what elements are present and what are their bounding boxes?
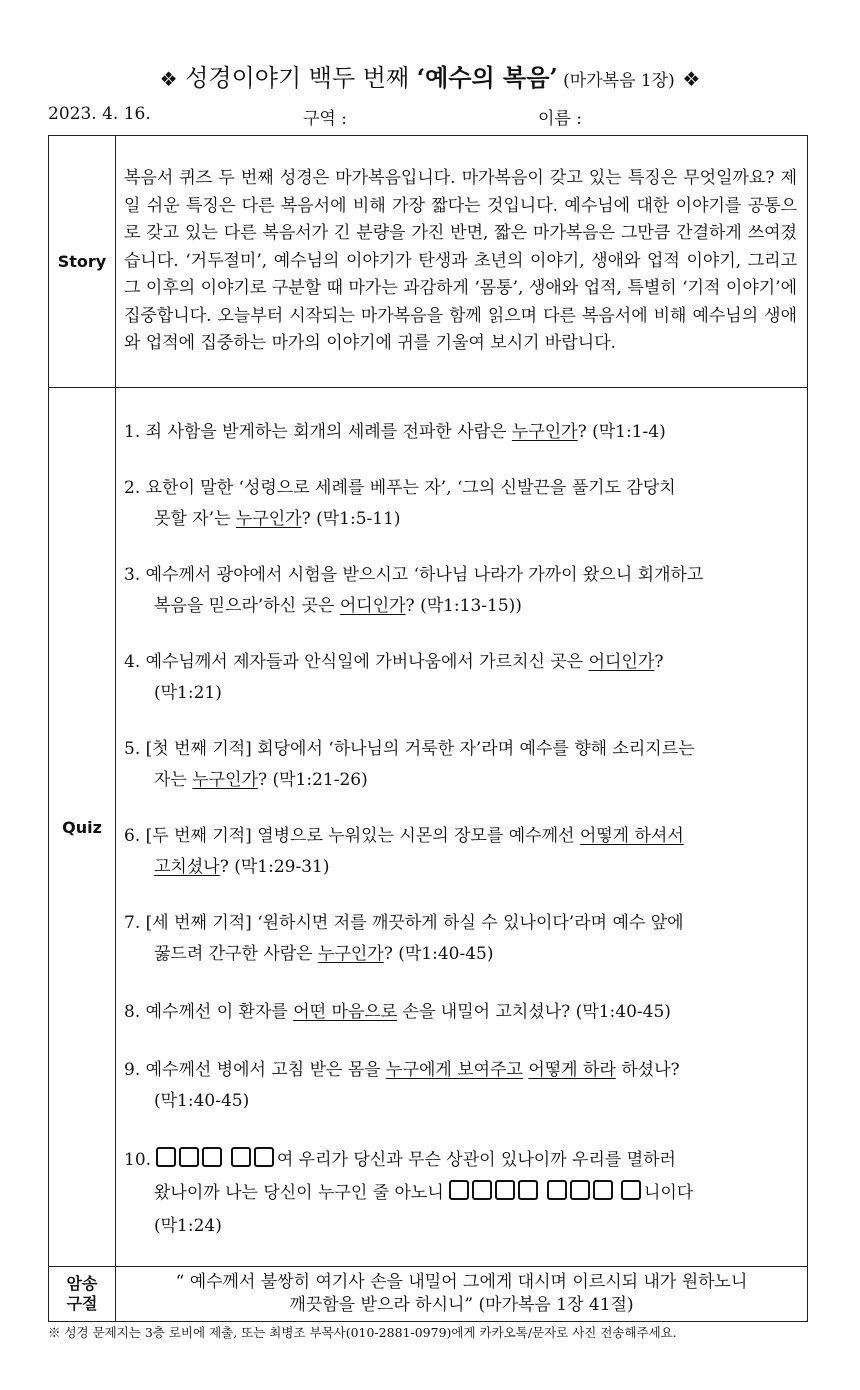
quiz-question-3 <box>124 560 799 622</box>
q9-ref: (막1:40-45) <box>154 1091 250 1111</box>
blank-box[interactable] <box>495 1180 515 1200</box>
q7-underline: 누구인가 <box>318 944 384 964</box>
q2-line1: 2. 요한이 말한 ‘성령으로 세례를 베푸는 자’, ‘그의 신발끈을 풀기도 감당치 <box>124 478 676 498</box>
blank-box[interactable] <box>472 1180 492 1200</box>
quiz-question-10 <box>124 1144 799 1243</box>
diamond-right-icon: ❖ <box>682 67 701 91</box>
verse-line1: “ 예수께서 불쌍히 여기사 손을 내밀어 그에게 대시며 이르시되 내가 원하노니 <box>175 1272 748 1292</box>
blank-box[interactable] <box>593 1180 613 1200</box>
q6-line2 <box>124 852 799 883</box>
district-label: 구역 : <box>303 109 347 129</box>
quiz-question-7 <box>124 908 799 970</box>
verse-label-line2: 구절 <box>66 1294 98 1313</box>
diamond-left-icon: ❖ <box>159 67 178 91</box>
q8-text: 8. 예수께선 이 환자를 <box>124 1002 294 1022</box>
q10-ref: (막1:24) <box>154 1216 222 1236</box>
q1-ref: ? (막1:1-4) <box>577 422 666 442</box>
q8-underline: 어떤 마음으로 <box>293 1002 398 1022</box>
q5-text: 자는 <box>154 770 193 790</box>
quiz-question-4 <box>124 647 799 709</box>
blank-box[interactable] <box>621 1180 641 1200</box>
q6-line1 <box>124 821 799 852</box>
verse-label <box>49 1267 116 1322</box>
quiz-question-8 <box>124 997 799 1028</box>
q10-text-2: 왔나이까 나는 당신이 누구인 줄 아노니 <box>154 1183 450 1203</box>
q9-underline-2: 어떻게 하라 <box>528 1060 616 1080</box>
q3-line1: 3. 예수께서 광야에서 시험을 받으시고 ‘하나님 나라가 가까이 왔으니 회개하고 <box>124 565 704 585</box>
q4-text: 4. 예수님께서 제자들과 안식일에 가버나움에서 가르치신 곳은 <box>124 652 589 672</box>
meta-row <box>48 104 808 128</box>
q5-underline: 누구인가 <box>192 770 258 790</box>
blank-box[interactable] <box>547 1180 567 1200</box>
q1-underline: 누구인가 <box>511 422 578 442</box>
footnote: ※ 성경 문제지는 3층 로비에 제출, 또는 최병조 부목사(010-2881-0979)에게 카카오톡/문자로 사진 전송해주세요. <box>48 1325 677 1340</box>
date-text: 2023. 4. 16. <box>48 104 151 124</box>
blank-box[interactable] <box>570 1180 590 1200</box>
q4-mark: ? <box>654 652 664 672</box>
q10-text-3: 니이다 <box>644 1183 694 1203</box>
q5-ref: ? (막1:21-26) <box>257 770 368 790</box>
q2-line2 <box>124 504 799 535</box>
q9-text-end: 하셨나? <box>615 1060 680 1080</box>
quiz-question-9 <box>124 1055 799 1117</box>
q5-line2 <box>124 765 799 796</box>
q2-ref: ? (막1:5-11) <box>301 509 401 529</box>
story-text: 복음서 퀴즈 두 번째 성경은 마가복음입니다. 마가복음이 갖고 있는 특징은 무엇일까요? 제일 쉬운 특징은 다른 복음서에 비해 가장 짧다는 것입니다. 예수님에 대한 이야기를 공통으로 갖고 있는 다른 복음서가 긴 분량을 가진 반면, 짧은 마가복음은 그만큼 간결하게 쓰여졌습니다. ‘거두절미’, 예수님의 이야기가 탄생과 초년의 이야기, 생애와 업적 이야기, 그리고 그 이후의 이야기로 구분할 때 마가는 과감하게 ‘몸통’, 생애와 업적, 특별히 ‘기적 이야기’에 집중합니다. 오늘부터 시작되는 마가복음을 함께 읽으며 다른 복음서에 비해 예수님의 생애와 업적에 집중하는 마가의 이야기에 귀를 기울여 보시기 바랍니다. <box>116 136 808 388</box>
quiz-label: Quiz <box>49 388 116 1267</box>
quiz-row <box>49 388 808 1267</box>
story-row <box>49 136 808 388</box>
quiz-question-2 <box>124 473 799 535</box>
q3-ref: ? (막1:13-15)) <box>405 596 522 616</box>
q7-text: 꿇드려 간구한 사람은 <box>154 944 319 964</box>
quiz-question-6 <box>124 821 799 883</box>
verse-line2: 깨끗함을 받으라 하시니” (마가복음 1장 41절) <box>289 1295 634 1315</box>
q1-text: 1. 죄 사함을 받게하는 회개의 세례를 전파한 사람은 <box>124 422 512 442</box>
q7-ref: ? (막1:40-45) <box>383 944 494 964</box>
worksheet-table <box>48 135 808 1322</box>
q3-text: 복음을 믿으라’하신 곳은 <box>154 596 340 616</box>
blank-box[interactable] <box>231 1147 251 1167</box>
quiz-cell <box>116 388 808 1267</box>
q4-underline: 어디인가 <box>588 652 655 672</box>
verse-label-line1: 암송 <box>66 1274 98 1293</box>
q9-line1 <box>124 1055 799 1086</box>
blank-box[interactable] <box>179 1147 199 1167</box>
q5-line1: 5. [첫 번째 기적] 회당에서 ‘하나님의 거룩한 자’라며 예수를 향해 소리지르는 <box>124 739 695 759</box>
q6-text: 6. [두 번째 기적] 열병으로 누워있는 시몬의 장모를 예수께선 <box>124 826 580 846</box>
q6-underline-2: 고치셨나 <box>154 857 220 877</box>
story-label: Story <box>49 136 116 388</box>
q10-number: 10. <box>124 1150 157 1170</box>
q4-ref: (막1:21) <box>154 683 222 703</box>
title-main: 성경이야기 백두 번째 <box>185 64 417 92</box>
quiz-question-5 <box>124 734 799 796</box>
name-label: 이름 : <box>538 109 582 129</box>
blank-box[interactable] <box>254 1147 274 1167</box>
blank-box[interactable] <box>518 1180 538 1200</box>
title-sub: (마가복음 1장) <box>557 71 675 91</box>
verse-row <box>49 1267 808 1322</box>
q3-underline: 어디인가 <box>339 596 406 616</box>
q2-underline: 누구인가 <box>235 509 302 529</box>
q4-line1 <box>124 647 799 678</box>
blank-box[interactable] <box>449 1180 469 1200</box>
q10-line1 <box>124 1144 799 1177</box>
q6-ref: ? (막1:29-31) <box>219 857 330 877</box>
blank-box[interactable] <box>202 1147 222 1167</box>
q10-line2 <box>124 1177 799 1210</box>
q7-line1: 7. [세 번째 기적] ‘원하시면 저를 깨끗하게 하실 수 있나이다’라며 예수 앞에 <box>124 913 684 933</box>
q9-text: 9. 예수께선 병에서 고침 받은 몸을 <box>124 1060 387 1080</box>
quiz-question-1 <box>124 417 799 448</box>
q6-underline: 어떻게 하셔서 <box>579 826 684 846</box>
q9-underline: 누구에게 보여주고 <box>386 1060 523 1080</box>
title-bold: ‘예수의 복음’ <box>416 63 558 92</box>
q3-line2 <box>124 591 799 622</box>
q7-line2 <box>124 939 799 970</box>
verse-text <box>116 1267 808 1322</box>
worksheet-title <box>0 58 860 93</box>
q8-ref: 손을 내밀어 고치셨나? (막1:40-45) <box>397 1002 671 1022</box>
q10-text-1: 여 우리가 당신과 무슨 상관이 있나이까 우리를 멸하러 <box>276 1150 676 1170</box>
q2-text: 못할 자’는 <box>154 509 236 529</box>
blank-box[interactable] <box>156 1147 176 1167</box>
